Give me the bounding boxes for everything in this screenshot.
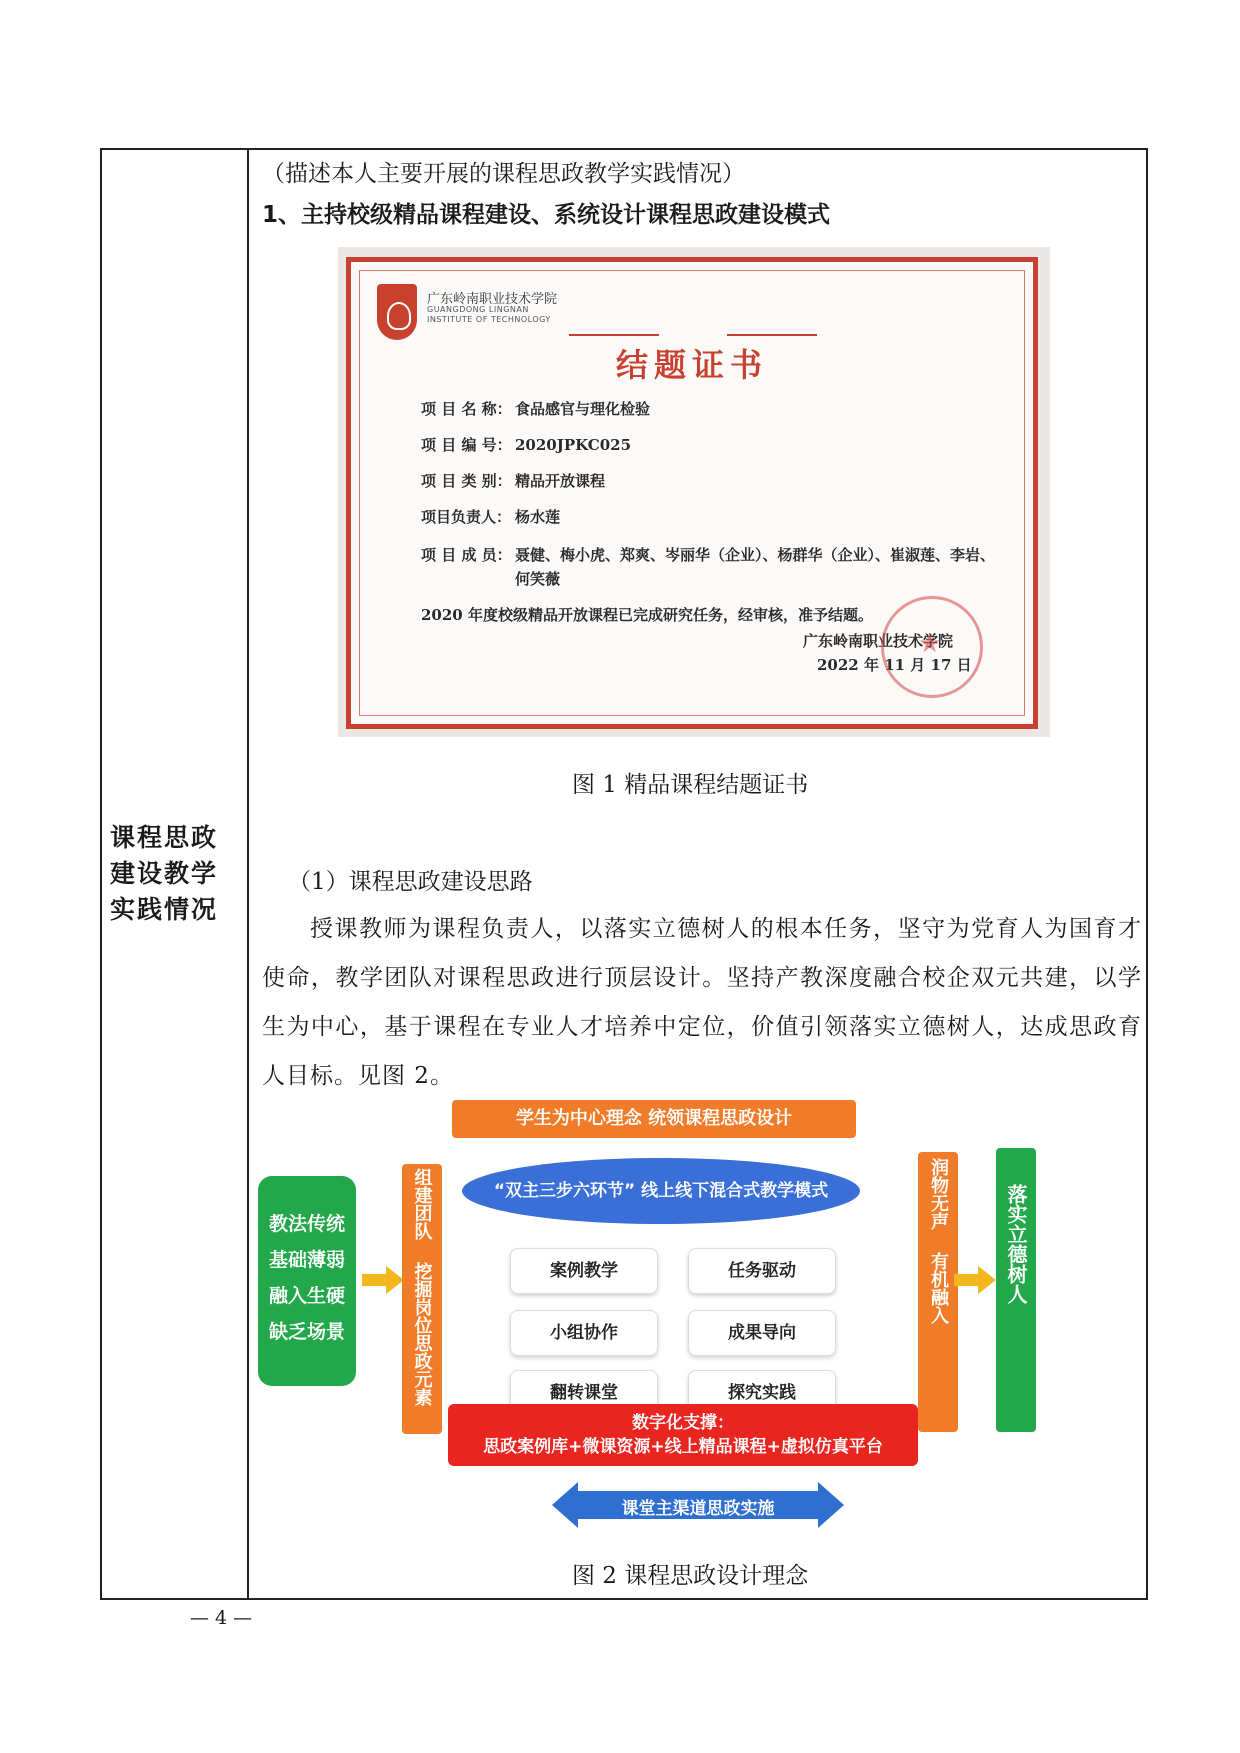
certificate-school-en-1: GUANGDONG LINGNAN <box>427 305 529 314</box>
certificate-date: 2022 年 11 月 17 日 <box>817 656 972 674</box>
problem-line: 基础薄弱 <box>268 1249 345 1271</box>
problem-box <box>258 1176 356 1386</box>
certificate-photo <box>338 247 1050 737</box>
problem-line: 教法传统 <box>268 1213 345 1235</box>
certificate-row: 项 目 编 号： 2020JPKC025 <box>421 436 632 454</box>
arrow-right-icon <box>954 1266 996 1294</box>
certificate-row: 项 目 成 员： 聂健、梅小虎、郑爽、岑丽华（企业）、杨群华（企业）、崔淑莲、李岩、 <box>421 546 996 564</box>
figure-caption: 图 2 课程思政设计理念 <box>572 1563 809 1589</box>
top-banner: 学生为中心理念 统领课程思政设计 <box>452 1100 856 1138</box>
certificate-row: 何笑薇 <box>515 570 561 588</box>
school-logo-icon <box>377 284 417 340</box>
subheading: （1）课程思政建设思路 <box>288 869 533 895</box>
certificate-title: 结题证书 <box>615 346 768 384</box>
method-pill: 任务驱动 <box>688 1248 836 1294</box>
goal-text: 落实立德树人 <box>1004 1184 1028 1304</box>
certificate-row: 项目负责人： 杨水莲 <box>421 508 561 526</box>
integration-text-b: 有机融入 <box>928 1252 949 1324</box>
goal-box <box>996 1148 1036 1432</box>
method-pill: 成果导向 <box>688 1310 836 1356</box>
table-column-divider <box>247 148 249 1600</box>
certificate-statement: 2020 年度校级精品开放课程已完成研究任务，经审核，准予结题。 <box>421 606 873 624</box>
certificate <box>346 257 1038 729</box>
method-pill: 案例教学 <box>510 1248 658 1294</box>
certificate-school-name: 广东岭南职业技术学院 <box>427 292 558 307</box>
classroom-arrow <box>552 1482 844 1528</box>
page-number: — 4 — <box>190 1607 253 1629</box>
certificate-row: 项 目 名 称： 食品感官与理化检验 <box>421 400 651 418</box>
section-heading: 1、主持校级精品课程建设、系统设计课程思政建设模式 <box>262 202 831 228</box>
classroom-arrow-label: 课堂主渠道思政实施 <box>621 1499 775 1519</box>
design-concept-diagram <box>258 1100 1118 1540</box>
method-pill: 探究实践 <box>688 1370 836 1416</box>
integration-text-a: 润物无声 <box>928 1158 949 1230</box>
certificate-issuer: 广东岭南职业技术学院 <box>803 632 954 650</box>
teaching-mode-ellipse: “双主三步六环节” 线上线下混合式教学模式 <box>462 1158 860 1224</box>
digital-support-bar <box>448 1404 918 1466</box>
figure-caption: 图 1 精品课程结题证书 <box>572 772 809 798</box>
method-pill: 翻转课堂 <box>510 1370 658 1416</box>
integration-box <box>918 1152 958 1432</box>
digital-support-items: 思政案例库+微课资源+线上精品课程+虚拟仿真平台 <box>483 1437 883 1457</box>
digital-support-title: 数字化支撑： <box>632 1413 734 1433</box>
team-element-text: 挖掘岗位思政元素 <box>411 1262 433 1406</box>
arrow-right-icon <box>362 1266 404 1294</box>
ornament-left <box>569 334 659 336</box>
team-text: 组建团队 <box>411 1168 433 1240</box>
body-paragraph: 授课教师为课程负责人，以落实立德树人的根本任务，坚守为党育人为国育才使命，教学团队对课程思政进行顶层设计。坚持产教深度融合校企双元共建，以学生为中心，基于课程在专业人才培养中定位，价值引领落实立德树人，达成思政育人目标。见图 2。 <box>262 916 1142 1089</box>
certificate-school-en-2: INSTITUTE OF TECHNOLOGY <box>427 315 551 324</box>
certificate-row: 项 目 类 别： 精品开放课程 <box>421 472 606 490</box>
method-pill: 小组协作 <box>510 1310 658 1356</box>
instruction-text: （描述本人主要开展的课程思政教学实践情况） <box>262 161 745 187</box>
ornament-right <box>727 334 817 336</box>
official-seal-icon <box>881 596 983 698</box>
problem-line: 融入生硬 <box>268 1285 345 1307</box>
team-box <box>402 1164 442 1434</box>
row-label: 课程思政建设教学实践情况 <box>110 823 219 924</box>
problem-line: 缺乏场景 <box>268 1321 345 1343</box>
